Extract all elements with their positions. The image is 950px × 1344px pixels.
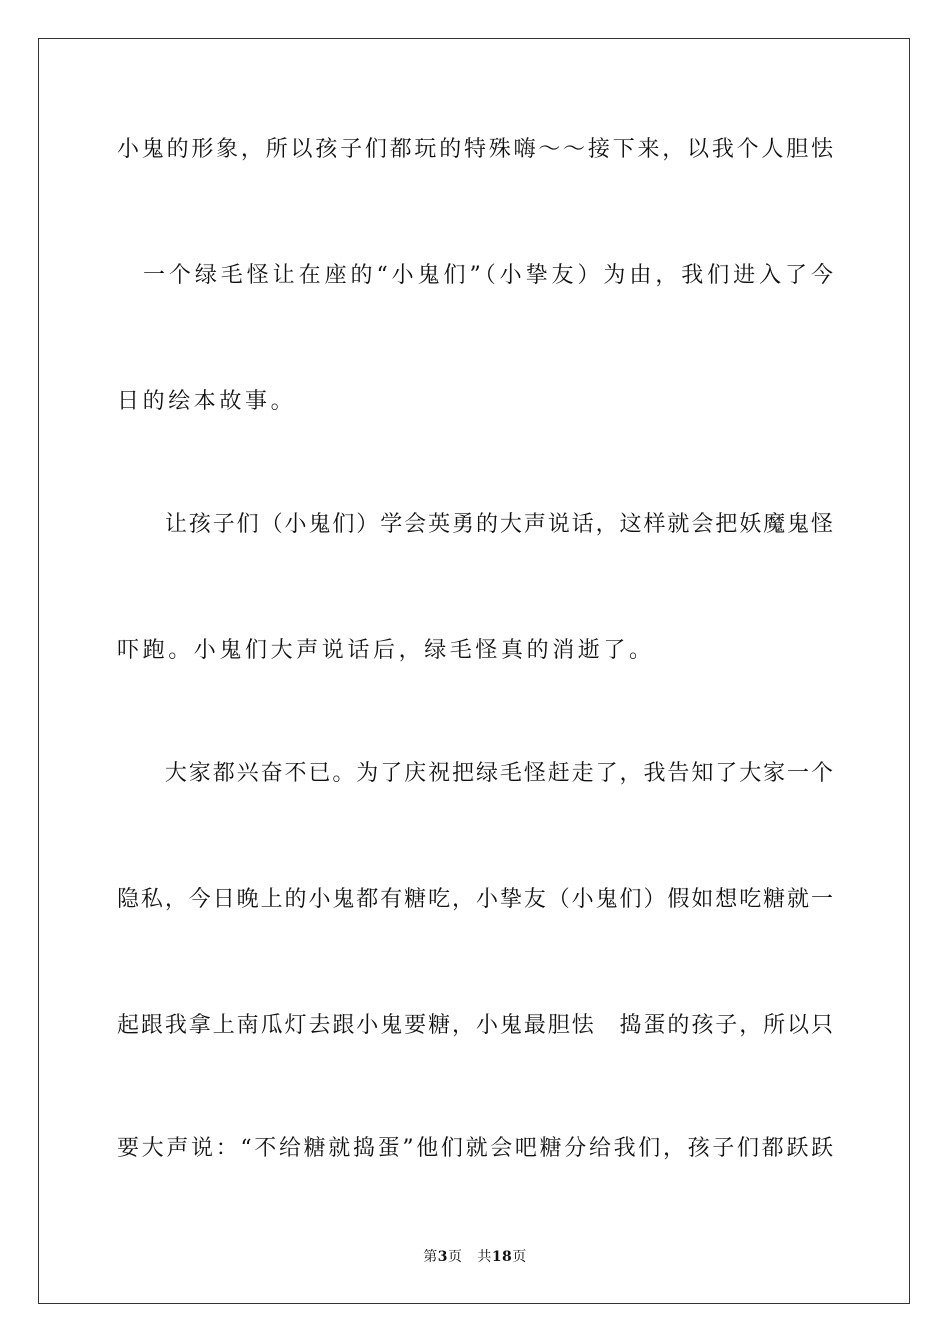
body-line-4: 让孩子们（小鬼们）学会英勇的大声说话，这样就会把妖魔鬼怪 bbox=[117, 512, 833, 537]
body-line-3: 日的绘本故事。 bbox=[117, 389, 297, 414]
total-pages: 18 bbox=[491, 1249, 513, 1265]
page-number: 3 bbox=[437, 1249, 448, 1265]
total-suffix: 页 bbox=[512, 1249, 527, 1265]
body-line-7: 隐私，今日晚上的小鬼都有糖吃，小挚友（小鬼们）假如想吃糖就一 bbox=[117, 887, 833, 912]
page-suffix: 页 bbox=[447, 1249, 463, 1265]
body-line-9: 要大声说：“不给糖就捣蛋”他们就会吧糖分给我们，孩子们都跃跃 bbox=[117, 1136, 833, 1161]
body-line-6: 大家都兴奋不已。为了庆祝把绿毛怪赶走了，我告知了大家一个 bbox=[117, 761, 833, 786]
page-prefix: 第 bbox=[423, 1249, 438, 1265]
body-line-1: 小鬼的形象，所以孩子们都玩的特殊嗨～～接下来，以我个人胆怯 bbox=[117, 137, 833, 162]
page-footer bbox=[0, 1247, 950, 1267]
page-border bbox=[38, 38, 910, 1304]
total-prefix: 共 bbox=[477, 1249, 492, 1265]
body-line-5: 吓跑。小鬼们大声说话后，绿毛怪真的消逝了。 bbox=[117, 638, 655, 663]
body-line-2: 一个绿毛怪让在座的“小鬼们”（小挚友）为由，我们进入了今 bbox=[117, 263, 833, 288]
body-line-8: 起跟我拿上南瓜灯去跟小鬼要糖，小鬼最胆怯 捣蛋的孩子，所以只 bbox=[117, 1013, 833, 1038]
